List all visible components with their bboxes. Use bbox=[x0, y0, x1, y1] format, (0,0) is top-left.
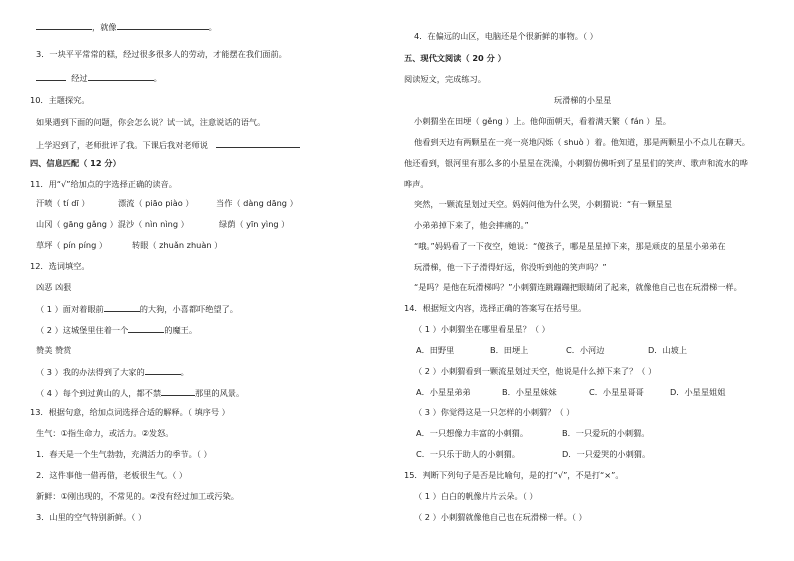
q11-title: 11．用“√”给加点的字选择正确的读音。 bbox=[30, 179, 177, 189]
q14-2-option-b[interactable]: B．小星星妹妹 bbox=[502, 387, 557, 397]
q14-3-option-d[interactable]: D．一只爱哭的小刺猬。 bbox=[562, 449, 651, 459]
q14-1: （ 1 ）小刺猬坐在哪里看星星？（ ） bbox=[414, 324, 550, 334]
q13-item-2: 2．这件事他一借再借，老板很生气。（ ） bbox=[36, 470, 188, 480]
q12-title: 12．选词填空。 bbox=[30, 261, 90, 271]
passage-p5: “是吗？是他在玩滑梯吗？”小刺猬连跳蹦蹦把眼睛闭了起来，就像他自己也在玩滑梯一样。 bbox=[414, 282, 742, 292]
passage-title: 玩滑梯的小星星 bbox=[554, 95, 612, 105]
q13-item-4: 4．在偏远的山区，电脑还是个很新鲜的事物。（ ） bbox=[414, 31, 598, 41]
q14-title: 14．根据短文内容，选择正确的答案写在括号里。 bbox=[404, 303, 587, 313]
q14-1-option-b[interactable]: B．田埂上 bbox=[490, 345, 529, 355]
q14-3-option-c[interactable]: C．一只乐于助人的小刺猬。 bbox=[416, 449, 520, 459]
passage-p1: 小刺猬坐在田埂（ gěng ）上。他仰面朝天，看着满天繁（ fán ）星。 bbox=[414, 116, 671, 126]
q12-item-2: （ 2 ）这城堡里住着一个 的魔王。 bbox=[36, 325, 198, 335]
q15-2: （ 2 ）小刺猬就像他自己也在玩滑梯一样。（ ） bbox=[414, 512, 587, 522]
q12-words-1: 凶恶 凶狠 bbox=[36, 282, 72, 292]
fill-line-2: 经过 。 bbox=[36, 72, 162, 83]
section-5-title: 五、现代文阅读（ 20 分 ） bbox=[404, 53, 506, 63]
q11-row-1-c: 当作（ dàng dāng ） bbox=[216, 198, 298, 208]
q11-row-1-a: 汗喷（ tí dī ） bbox=[36, 198, 90, 208]
blank[interactable] bbox=[88, 72, 154, 81]
blank[interactable] bbox=[161, 387, 195, 396]
sentence-3: 3．一块平平常常的糕，经过很多很多人的劳动，才能摆在我们面前。 bbox=[36, 49, 287, 59]
passage-p2-line3: 哗声。 bbox=[404, 179, 429, 189]
passage-p4-line2: 玩滑梯，他一下子滑得好远，你没听到他的笑声吗？” bbox=[414, 262, 607, 272]
q14-2-option-d[interactable]: D．小星星姐姐 bbox=[670, 387, 726, 397]
q13-title: 13．根据句意，给加点词选择合适的解释。（ 填序号 ） bbox=[30, 407, 230, 417]
q15-1: （ 1 ）白白的帆像片片云朵。（ ） bbox=[414, 491, 538, 501]
q10-title: 10．主题探究。 bbox=[30, 95, 90, 105]
q13-item-3: 3．山里的空气特别新鲜。（ ） bbox=[36, 512, 147, 522]
q11-row-2-a: 山冈（ gāng gǎng ）混沙（ nìn nìng ） bbox=[36, 219, 189, 229]
passage-p4-line1: “哦。”妈妈看了一下夜空，她说：“傻孩子，哪是星星掉下来，那是顽皮的星星小弟弟在 bbox=[414, 241, 726, 251]
q10-answer-line: 上学迟到了，老师批评了我。下课后我对老师说 bbox=[36, 139, 300, 150]
blank[interactable] bbox=[104, 303, 140, 312]
section-4-title: 四、信息匹配（ 12 分） bbox=[30, 158, 121, 168]
q10-desc: 如果遇到下面的问题，你会怎么说？试一试，注意说话的语气。 bbox=[36, 117, 266, 127]
q11-row-2-b: 绿荫（ yīn yìng ） bbox=[219, 219, 290, 229]
fill-line-1: ，就像 。 bbox=[36, 21, 217, 32]
q11-row-3-b: 转眼（ zhuǎn zhuàn ） bbox=[132, 240, 223, 250]
q14-3-option-b[interactable]: B．一只爱玩的小刺猬。 bbox=[562, 428, 650, 438]
blank[interactable] bbox=[128, 324, 164, 333]
q12-item-4: （ 4 ）每个到过黄山的人，都不禁 那里的风景。 bbox=[36, 388, 245, 398]
q15-title: 15．判断下列句子是否是比喻句，是的打“√”，不是打“×”。 bbox=[404, 470, 624, 480]
q14-1-option-d[interactable]: D．山坡上 bbox=[648, 345, 688, 355]
q11-row-3-a: 草坪（ pín píng ） bbox=[36, 240, 108, 250]
q14-2: （ 2 ）小刺猬看到一颗流星划过天空，他说是什么掉下来了？（ ） bbox=[414, 366, 657, 376]
passage-p2-line1: 他看到天边有两颗星在一亮一亮地闪烁（ shuò ）着。他知道，那是两颗星小不点儿在聊天。 bbox=[414, 137, 750, 147]
q13-def-2: 新鲜：①刚出现的，不常见的。②没有经过加工或污染。 bbox=[36, 491, 239, 501]
blank[interactable] bbox=[145, 366, 181, 375]
q12-item-3: （ 3 ）我的办法得到了大家的 。 bbox=[36, 367, 189, 377]
blank[interactable] bbox=[117, 21, 209, 30]
passage-p2-line2: 他还看到，银河里有那么多的小星星在洗澡，小刺猬仿佛听到了星星们的笑声、歌声和流水的哗 bbox=[404, 158, 748, 168]
q11-row-1-b: 漂流（ piāo piào ） bbox=[118, 198, 194, 208]
q14-1-option-a[interactable]: A．田野里 bbox=[416, 345, 455, 355]
q13-item-1: 1．春天是一个生气勃勃，充满活力的季节。（ ） bbox=[36, 449, 212, 459]
right-column bbox=[404, 0, 774, 561]
q14-1-option-c[interactable]: C．小河边 bbox=[566, 345, 605, 355]
q12-item-1: （ 1 ）面对着眼前 的大狗，小喜都吓绝望了。 bbox=[36, 304, 238, 314]
blank[interactable] bbox=[36, 72, 66, 81]
q12-words-2: 赞美 赞赏 bbox=[36, 345, 72, 355]
q14-2-option-c[interactable]: C．小星星哥哥 bbox=[589, 387, 644, 397]
blank[interactable] bbox=[36, 21, 92, 30]
q14-3: （ 3 ）你觉得这是一只怎样的小刺猬？（ ） bbox=[414, 407, 575, 417]
q13-def-1: 生气：①指生命力，或活力。②发怒。 bbox=[36, 428, 174, 438]
reading-intro: 阅读短文，完成练习。 bbox=[404, 74, 486, 84]
passage-p3-line1: 突然，一颗流星划过天空。妈妈问他为什么哭，小刺猬说：“有一颗星星 bbox=[414, 199, 673, 209]
passage-p3-line2: 小弟弟掉下来了，他会摔痛的。” bbox=[414, 220, 529, 230]
q14-2-option-a[interactable]: A．小星星弟弟 bbox=[416, 387, 471, 397]
left-column bbox=[30, 0, 400, 561]
q14-3-option-a[interactable]: A．一只想像力丰富的小刺猬。 bbox=[416, 428, 529, 438]
blank[interactable] bbox=[216, 139, 300, 148]
